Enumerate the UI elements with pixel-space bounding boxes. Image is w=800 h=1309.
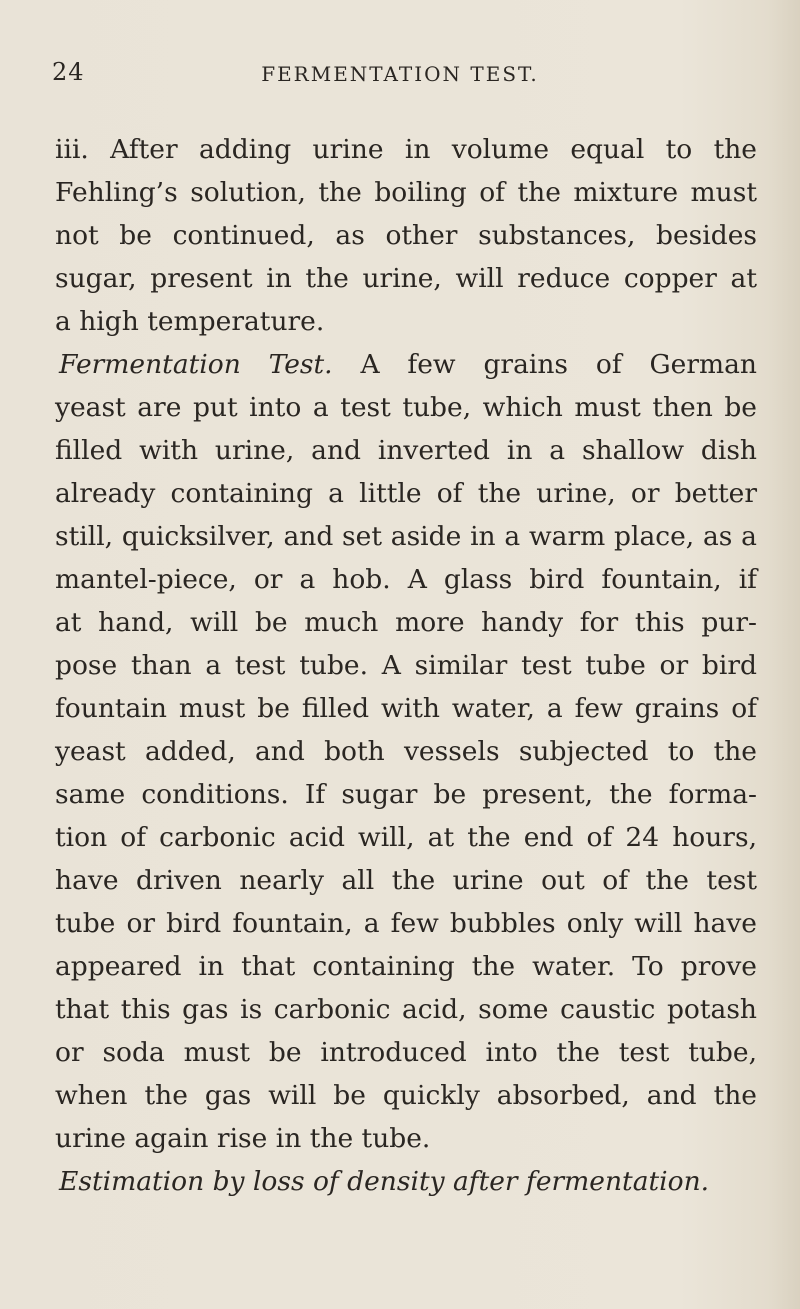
- text-line: a high temperature.: [55, 306, 325, 337]
- text-line: fountain must be filled with water, a few grains of: [55, 693, 757, 724]
- section-heading-estimation: Estimation by loss of density after fermentation.: [59, 1166, 710, 1197]
- text-line: urine again rise in the tube.: [55, 1123, 431, 1154]
- text-line-fragment: A few grains of German: [360, 349, 757, 380]
- text-line: when the gas will be quickly absorbed, and the: [55, 1080, 757, 1111]
- text-line: same conditions. If sugar be present, the forma-: [55, 779, 757, 810]
- text-line: that this gas is carbonic acid, some caustic potash: [55, 994, 757, 1025]
- text-line: tion of carbonic acid will, at the end of 24 hours,: [55, 822, 757, 853]
- text-line: tube or bird fountain, a few bubbles only will have: [55, 908, 757, 939]
- text-line: mantel-piece, or a hob. A glass bird fountain, if: [55, 564, 757, 595]
- text-line: Fehling’s solution, the boiling of the mixture must: [55, 177, 757, 208]
- running-title: FERMENTATION TEST.: [261, 62, 539, 86]
- text-line: iii. After adding urine in volume equal to the: [55, 134, 757, 165]
- text-line-fermentation-heading: [55, 343, 757, 386]
- text-line: yeast are put into a test tube, which must then be: [55, 392, 757, 423]
- text-line: sugar, present in the urine, will reduce copper at: [55, 263, 757, 294]
- text-line: appeared in that containing the water. To prove: [55, 951, 757, 982]
- page-number: 24: [52, 58, 85, 86]
- text-line: at hand, will be much more handy for this pur-: [55, 607, 757, 638]
- text-line: filled with urine, and inverted in a shallow dish: [55, 435, 757, 466]
- text-line: still, quicksilver, and set aside in a warm place, as a: [55, 521, 757, 552]
- section-heading-fermentation-test: Fermentation Test.: [59, 349, 333, 380]
- body-text: [55, 128, 757, 1203]
- text-line: not be continued, as other substances, besides: [55, 220, 757, 251]
- text-line: already containing a little of the urine, or better: [55, 478, 757, 509]
- text-line: or soda must be introduced into the test tube,: [55, 1037, 757, 1068]
- text-line: yeast added, and both vessels subjected to the: [55, 736, 757, 767]
- text-line: pose than a test tube. A similar test tube or bird: [55, 650, 757, 681]
- text-line: have driven nearly all the urine out of the test: [55, 865, 757, 896]
